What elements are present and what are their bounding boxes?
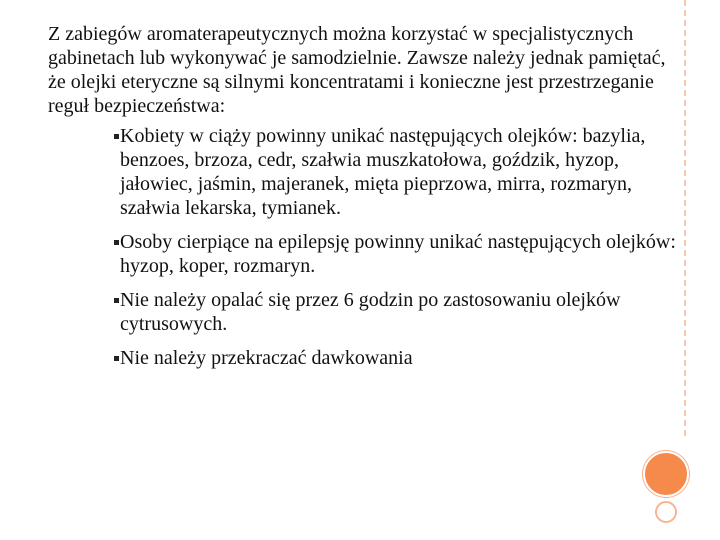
border-dash (684, 420, 686, 426)
border-dash (684, 180, 686, 186)
border-dash (684, 300, 686, 306)
border-dash (684, 160, 686, 166)
border-dash (684, 190, 686, 196)
border-dash (684, 410, 686, 416)
border-dash (684, 320, 686, 326)
border-dash (684, 60, 686, 66)
bullet-text: Osoby cierpiące na epilepsję powinny unikać następujących olejków: hyzop, koper, rozmaryn. (120, 231, 676, 277)
border-dash (684, 80, 686, 86)
bullet-text: Nie należy przekraczać dawkowania (120, 347, 413, 369)
border-dash (684, 0, 686, 6)
border-dash (684, 260, 686, 266)
dashed-border-line (684, 0, 686, 540)
orange-circle-decoration (643, 451, 689, 497)
small-circle-decoration (655, 501, 677, 523)
border-dash (684, 50, 686, 56)
border-dash (684, 330, 686, 336)
square-bullet-icon (114, 240, 119, 245)
slide-content (48, 22, 678, 380)
border-dash (684, 250, 686, 256)
bullet-list (48, 124, 678, 370)
border-dash (684, 200, 686, 206)
border-dash (684, 210, 686, 216)
bullet-item (48, 230, 678, 278)
border-dash (684, 310, 686, 316)
border-dash (684, 130, 686, 136)
border-dash (684, 340, 686, 346)
border-dash (684, 240, 686, 246)
border-dash (684, 280, 686, 286)
border-dash (684, 380, 686, 386)
border-dash (684, 270, 686, 276)
bullet-item (48, 124, 678, 220)
square-bullet-icon (114, 134, 119, 139)
border-dash (684, 70, 686, 76)
border-dash (684, 30, 686, 36)
intro-paragraph: Z zabiegów aromaterapeutycznych można korzystać w specjalistycznych gabinetach lub wykonywać je samodzielnie. Zawsze należy jednak pamiętać, że olejki eteryczne są silnymi koncentratami i konieczne jest przestrzeganie reguł bezpieczeństwa: (48, 23, 666, 117)
bullet-item (48, 288, 678, 336)
border-dash (684, 370, 686, 376)
border-dash (684, 150, 686, 156)
border-dash (684, 290, 686, 296)
bullet-item (48, 346, 678, 370)
border-dash (684, 220, 686, 226)
border-dash (684, 40, 686, 46)
border-dash (684, 400, 686, 406)
border-dash (684, 10, 686, 16)
border-dash (684, 100, 686, 106)
border-dash (684, 20, 686, 26)
border-dash (684, 430, 686, 436)
border-dash (684, 140, 686, 146)
border-dash (684, 230, 686, 236)
border-dash (684, 350, 686, 356)
bullet-text: Nie należy opalać się przez 6 godzin po zastosowaniu olejków cytrusowych. (120, 289, 621, 335)
border-dash (684, 170, 686, 176)
square-bullet-icon (114, 356, 119, 361)
border-dash (684, 110, 686, 116)
square-bullet-icon (114, 298, 119, 303)
border-dash (684, 120, 686, 126)
border-dash (684, 360, 686, 366)
border-dash (684, 90, 686, 96)
bullet-text: Kobiety w ciąży powinny unikać następujących olejków: bazylia, benzoes, brzoza, cedr, szałwia muszkatołowa, goździk, hyzop, jałowiec, jaśmin, majeranek, mięta pieprzowa, mirra, rozmaryn, szałwia lekarska, tymianek. (120, 125, 646, 219)
border-dash (684, 390, 686, 396)
